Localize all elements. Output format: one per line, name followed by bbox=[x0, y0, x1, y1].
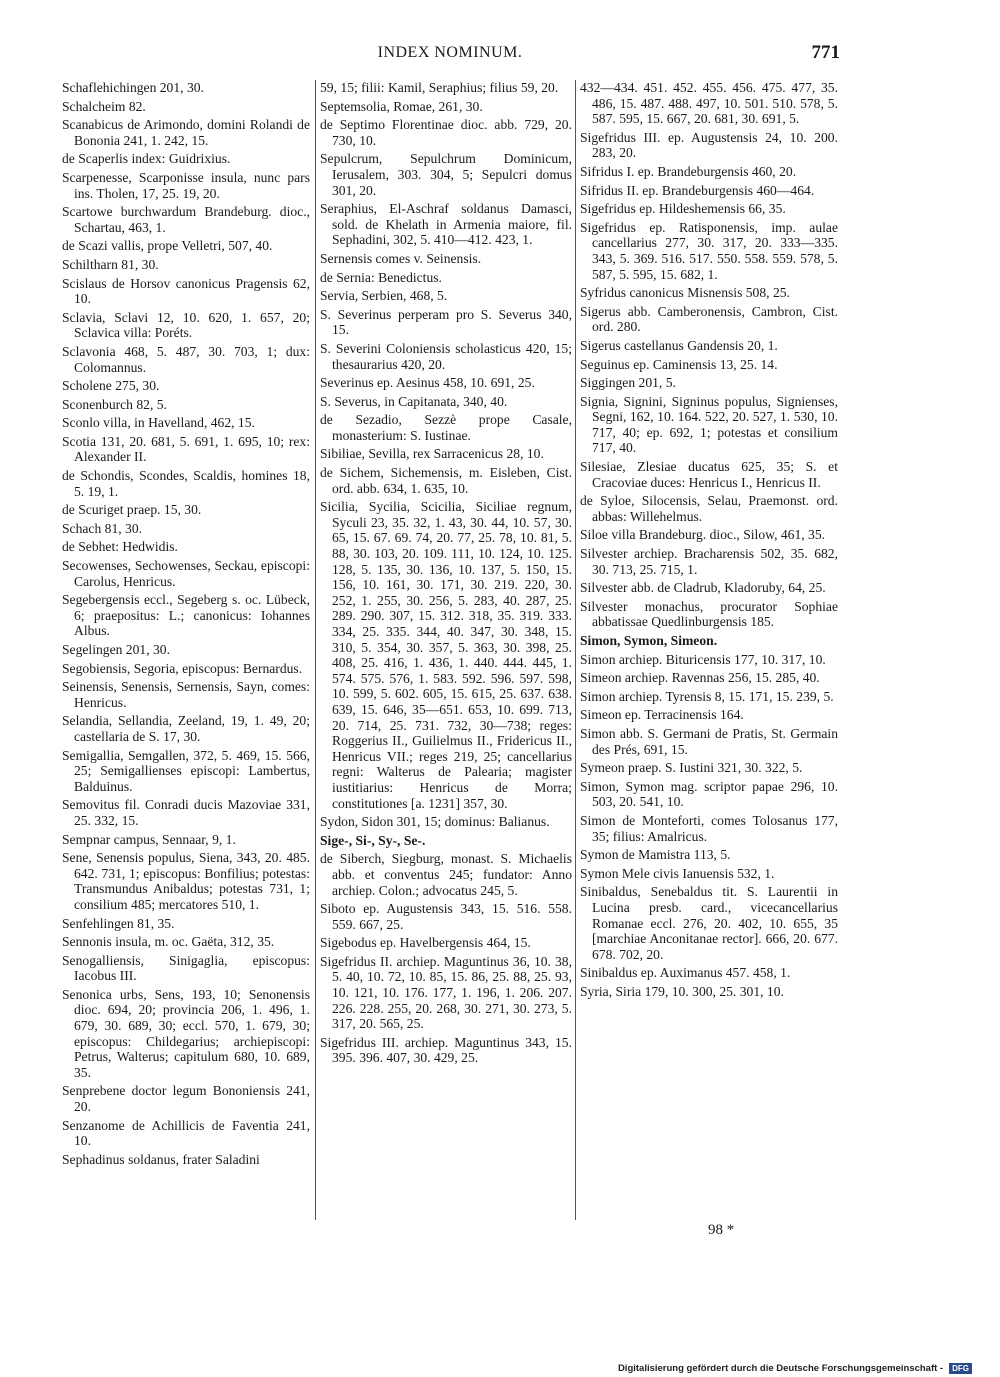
index-entry: Seinensis, Senensis, Sernensis, Sayn, comes: Henricus. bbox=[62, 679, 310, 710]
index-entry: Sige-, Si-, Sy-, Se-. bbox=[320, 832, 426, 848]
index-entry: de Scazi vallis, prope Velletri, 507, 40. bbox=[62, 238, 273, 254]
index-entry: Syria, Siria 179, 10. 300, 25. 301, 10. bbox=[580, 983, 784, 999]
index-entry: Syfridus canonicus Misnensis 508, 25. bbox=[580, 285, 790, 301]
index-entry: Sibiliae, Sevilla, rex Sarracenicus 28, 10. bbox=[320, 446, 544, 462]
index-entry: Sydon, Sidon 301, 15; dominus: Balianus. bbox=[320, 814, 550, 830]
index-entry: Sclavonia 468, 5. 487, 30. 703, 1; dux: Colomannus. bbox=[62, 343, 310, 375]
index-column-1 bbox=[62, 80, 310, 1170]
column-divider bbox=[575, 80, 576, 1220]
index-entry: Simeon archiep. Ravennas 256, 15. 285, 40. bbox=[580, 670, 820, 686]
index-entry: Sinibaldus, Senebaldus tit. S. Laurentii in Lucina presb. card., vicecancellarius Romanae eccl. 276, 20. 402, 10. 655, 35 [marchiae Anconitanae rector]. 666, 20. 677. 678. 702, 20. bbox=[580, 884, 838, 962]
index-entry: Sifridus II. ep. Brandeburgensis 460—464. bbox=[580, 182, 815, 198]
index-entry: Sigefridus III. ep. Augustensis 24, 10. 200. 283, 20. bbox=[580, 129, 838, 161]
index-entry: S. Severini Coloniensis scholasticus 420, 15; thesaurarius 420, 20. bbox=[320, 340, 572, 372]
index-entry: Symon Mele civis Ianuensis 532, 1. bbox=[580, 865, 775, 881]
index-entry: Sennonis insula, m. oc. Gaëta, 312, 35. bbox=[62, 934, 275, 950]
index-entry: Scislaus de Horsov canonicus Pragensis 62, 10. bbox=[62, 275, 310, 307]
index-entry: Signia, Signini, Signinus populus, Signienses, Segni, 162, 10. 164. 522, 20. 527, 1. 530, 10. 717, 40; ep. 692, 1; potestas et consilium 717, 40. bbox=[580, 393, 838, 456]
index-entry: Senogalliensis, Sinigaglia, episcopus: Iacobus III. bbox=[62, 952, 310, 984]
column-divider bbox=[315, 80, 316, 1220]
index-entry: S. Severinus perperam pro S. Severus 340, 15. bbox=[320, 306, 572, 338]
index-entry: Sigefridus III. archiep. Maguntinus 343, 15. 395. 396. 407, 30. 429, 25. bbox=[320, 1034, 572, 1066]
index-entry: Silesiae, Zlesiae ducatus 625, 35; S. et Cracoviae duces: Henricus I., Henricus II. bbox=[580, 459, 838, 490]
index-entry: Symeon praep. S. Iustini 321, 30. 322, 5. bbox=[580, 760, 803, 776]
index-entry: Senprebene doctor legum Bononiensis 241, 20. bbox=[62, 1083, 310, 1115]
index-entry: de Scaperlis index: Guidrixius. bbox=[62, 151, 231, 167]
index-column-3 bbox=[580, 80, 838, 1002]
index-entry: Severinus ep. Aesinus 458, 10. 691, 25. bbox=[320, 375, 535, 391]
index-entry: Simon abb. S. Germani de Pratis, St. Germain des Prés, 691, 15. bbox=[580, 725, 838, 757]
index-entry: Schaflehichingen 201, 30. bbox=[62, 80, 204, 95]
index-entry: Sepulcrum, Sepulchrum Dominicum, Ierusalem, 303. 304, 5; Sepulcri domus 301, 20. bbox=[320, 151, 572, 198]
index-entry: Sicilia, Sycilia, Scicilia, Siciliae regnum, Syculi 23, 35. 32, 1. 43, 30. 44, 10. 57, 30. 65, 15. 67. 69. 74, 20. 77, 25. 78, 10. 81, 5. 88, 30. 103, 20. 109. 111, 10. 124, 10. 125. 128, 5. 135, 30. 136, 10. 137, 5. 150, 15. 156, 10. 161, 30. 171, 30. 219. 220, 30. 252, 1. 255, 30. 256, 5. 283, 40. 287, 25. 289. 290. 307, 15. 312. 318, 35. 319. 333. 334, 25. 335. 344, 40. 347, 30. 348, 15. 310, 5. 354, 30. 357, 5. 363, 30. 398, 25. 408, 25. 416, 1. 436, 1. 440. 444. 445, 1. 574. 575. 576, 1. 583. 592. 596. 597. 598, 10. 599, 5. 602. 605, 15. 615, 25. 637. 638. 639, 15. 646, 35—651. 653, 10. 699. 713, 20. 714, 25. 731. 732, 30—738; reges: Roggerius II., Guilielmus II., Fridericus II., Henricus VII.; reges 219, 25; cancellarius regni: Walterus de Palearia; magister iustitiarius: Henricus de Morra; constitutiones [a. 1231] 357, 30. bbox=[320, 499, 572, 811]
index-entry: de Scuriget praep. 15, 30. bbox=[62, 502, 202, 518]
index-entry: Sinibaldus ep. Auximanus 457. 458, 1. bbox=[580, 965, 791, 981]
index-entry: Schiltharn 81, 30. bbox=[62, 256, 159, 272]
index-entry: 432—434. 451. 452. 455. 456. 475. 477, 35. 486, 15. 487. 488. 497, 10. 501. 510. 578, 5. 587. 595, 15. 667, 20. 681, 30. 691, 5. bbox=[580, 80, 838, 127]
index-entry: Simon de Monteforti, comes Tolosanus 177, 35; filius: Amalricus. bbox=[580, 812, 838, 844]
index-entry: Simon, Symon, Simeon. bbox=[580, 633, 718, 648]
index-entry: Schach 81, 30. bbox=[62, 520, 143, 536]
index-entry: Secowenses, Sechowenses, Seckau, episcopi: Carolus, Henricus. bbox=[62, 558, 310, 589]
index-entry: Scholene 275, 30. bbox=[62, 378, 160, 394]
index-entry: Senonica urbs, Sens, 193, 10; Senonensis dioc. 694, 20; provincia 206, 1. 496, 1. 679, 30. 689, 30; eccl. 570, 1. 679, 30; episcopus: Childegarius; archiepiscopi: Petrus, Walterus; capitulum 680, 10. 689, 35. bbox=[62, 986, 310, 1080]
index-entry: S. Severus, in Capitanata, 340, 40. bbox=[320, 393, 508, 409]
index-entry: Simon, Symon mag. scriptor papae 296, 10. 503, 20. 541, 10. bbox=[580, 778, 838, 810]
index-entry: de Sezadio, Sezzè prope Casale, monasterium: S. Iustinae. bbox=[320, 412, 572, 443]
page-number: 771 bbox=[811, 42, 840, 63]
index-column-2 bbox=[320, 80, 572, 1069]
index-entry: Sclavia, Sclavi 12, 10. 620, 1. 657, 20; Sclavica villa: Poréts. bbox=[62, 309, 310, 341]
index-entry: Seguinus ep. Caminensis 13, 25. 14. bbox=[580, 356, 778, 372]
index-entry: Segobiensis, Segoria, episcopus: Bernardus. bbox=[62, 660, 303, 676]
index-entry: Sigerus castellanus Gandensis 20, 1. bbox=[580, 337, 778, 353]
index-entry: Simon archiep. Tyrensis 8, 15. 171, 15. 239, 5. bbox=[580, 688, 834, 704]
index-entry: de Schondis, Scondes, Scaldis, homines 18, 5. 19, 1. bbox=[62, 468, 310, 499]
index-entry: Sigefridus ep. Hildeshemensis 66, 35. bbox=[580, 201, 786, 217]
footer-text: Digitalisierung gefördert durch die Deutsche Forschungsgemeinschaft - bbox=[617, 1363, 944, 1374]
index-entry: Semigallia, Semgallen, 372, 5. 469, 15. 566, 25; Semigallienses episcopi: Lambertus, Balduinus. bbox=[62, 747, 310, 794]
index-entry: Sempnar campus, Sennaar, 9, 1. bbox=[62, 831, 236, 847]
index-entry: Sigefridus ep. Ratisponensis, imp. aulae cancellarius 277, 30. 317, 20. 333—335. 343, 5. 369. 516. 517. 550. 558. 559. 578, 5. 587, 5. 595, 15. 682, 1. bbox=[580, 219, 838, 282]
index-entry: Simeon ep. Terracinensis 164. bbox=[580, 707, 744, 723]
index-entry: Simon archiep. Bituricensis 177, 10. 317, 10. bbox=[580, 651, 826, 667]
index-entry: Servia, Serbien, 468, 5. bbox=[320, 288, 448, 304]
index-entry: Silvester archiep. Bracharensis 502, 35. 682, 30. 713, 25. 715, 1. bbox=[580, 546, 838, 577]
index-entry: Silvester monachus, procurator Sophiae abbatissae Quedlinburgensis 185. bbox=[580, 598, 838, 630]
index-entry: de Syloe, Silocensis, Selau, Praemonst. ord. abbas: Willehelmus. bbox=[580, 493, 838, 524]
index-entry: de Sernia: Benedictus. bbox=[320, 269, 442, 285]
index-entry: 59, 15; filii: Kamil, Seraphius; filius 59, 20. bbox=[320, 80, 559, 95]
index-entry: de Sichem, Sichemensis, m. Eisleben, Cist. ord. abb. 634, 1. 635, 10. bbox=[320, 465, 572, 496]
footer bbox=[618, 1363, 972, 1374]
index-entry: Sigefridus II. archiep. Maguntinus 36, 10. 38, 5. 40, 10. 72, 10. 85, 15. 86, 25. 88, 25. 93, 10. 121, 10. 176. 177, 1. 196, 1. 206. 207. 226. 228. 255, 20. 268, 30. 271, 30. 273, 5. 317, 20. 565, 25. bbox=[320, 953, 572, 1032]
index-entry: Sconlo villa, in Havelland, 462, 15. bbox=[62, 415, 255, 431]
index-entry: Scarpenesse, Scarponisse insula, nunc pars ins. Tholen, 17, 25. 19, 20. bbox=[62, 169, 310, 201]
index-entry: Silvester abb. de Cladrub, Kladoruby, 64, 25. bbox=[580, 580, 826, 596]
index-entry: Sephadinus soldanus, frater Saladini bbox=[62, 1151, 260, 1167]
index-entry: Schalcheim 82. bbox=[62, 98, 146, 114]
index-entry: Sene, Senensis populus, Siena, 343, 20. 485. 642. 731, 1; episcopus: Bonfilius; potestas: Transmundus Anibaldus; potestas 731, 1; consilium 485; mercatores 510, 1. bbox=[62, 850, 310, 912]
index-entry: de Sebhet: Hedwidis. bbox=[62, 539, 178, 555]
index-entry: de Siberch, Siegburg, monast. S. Michaelis abb. et conventus 245; fundator: Anno archiep. Colon.; advocatus 245, 5. bbox=[320, 851, 572, 898]
index-entry: Siboto ep. Augustensis 343, 15. 516. 558. 559. 667, 25. bbox=[320, 901, 572, 932]
index-entry: Sconenburch 82, 5. bbox=[62, 396, 167, 412]
index-entry: Senfehlingen 81, 35. bbox=[62, 915, 175, 931]
index-entry: Siggingen 201, 5. bbox=[580, 375, 676, 391]
signature-mark: 98 * bbox=[708, 1222, 735, 1238]
index-entry: Segebergensis eccl., Segeberg s. oc. Lübeck, 6; praepositus: L.; canonicus: Iohannes Albus. bbox=[62, 592, 310, 639]
index-entry: Scartowe burchwardum Brandeburg. dioc., Schartau, 463, 1. bbox=[62, 204, 310, 235]
index-entry: Seraphius, El-Aschraf soldanus Damasci, sold. de Khelath in Armenia maiore, fil. Sephadini, 302, 5. 410—412. 423, 1. bbox=[320, 201, 572, 248]
index-entry: Segelingen 201, 30. bbox=[62, 642, 170, 657]
page-title: INDEX NOMINUM. bbox=[377, 44, 523, 61]
index-entry: Siloe villa Brandeburg. dioc., Silow, 461, 35. bbox=[580, 527, 826, 543]
index-entry: Symon de Mamistra 113, 5. bbox=[580, 847, 731, 863]
index-entry: Sifridus I. ep. Brandeburgensis 460, 20. bbox=[580, 163, 797, 179]
index-entry: Semovitus fil. Conradi ducis Mazoviae 331, 25. 332, 15. bbox=[62, 797, 310, 828]
index-entry: Scotia 131, 20. 681, 5. 691, 1. 695, 10; rex: Alexander II. bbox=[62, 433, 310, 465]
dfg-logo: DFG bbox=[949, 1363, 972, 1374]
index-entry: Septemsolia, Romae, 261, 30. bbox=[320, 98, 483, 114]
index-entry: Selandia, Sellandia, Zeeland, 19, 1. 49, 20; castellaria de S. 17, 30. bbox=[62, 713, 310, 744]
index-entry: Senzanome de Achillicis de Faventia 241, 10. bbox=[62, 1117, 310, 1149]
index-entry: de Septimo Florentinae dioc. abb. 729, 20. 730, 10. bbox=[320, 117, 572, 148]
index-entry: Sigerus abb. Camberonensis, Cambron, Cist. ord. 280. bbox=[580, 303, 838, 335]
index-entry: Sernensis comes v. Seinensis. bbox=[320, 250, 482, 266]
page-header bbox=[60, 44, 840, 68]
index-entry: Sigebodus ep. Havelbergensis 464, 15. bbox=[320, 935, 531, 951]
index-entry: Scanabicus de Arimondo, domini Rolandi de Bononia 241, 1. 242, 15. bbox=[62, 117, 310, 148]
